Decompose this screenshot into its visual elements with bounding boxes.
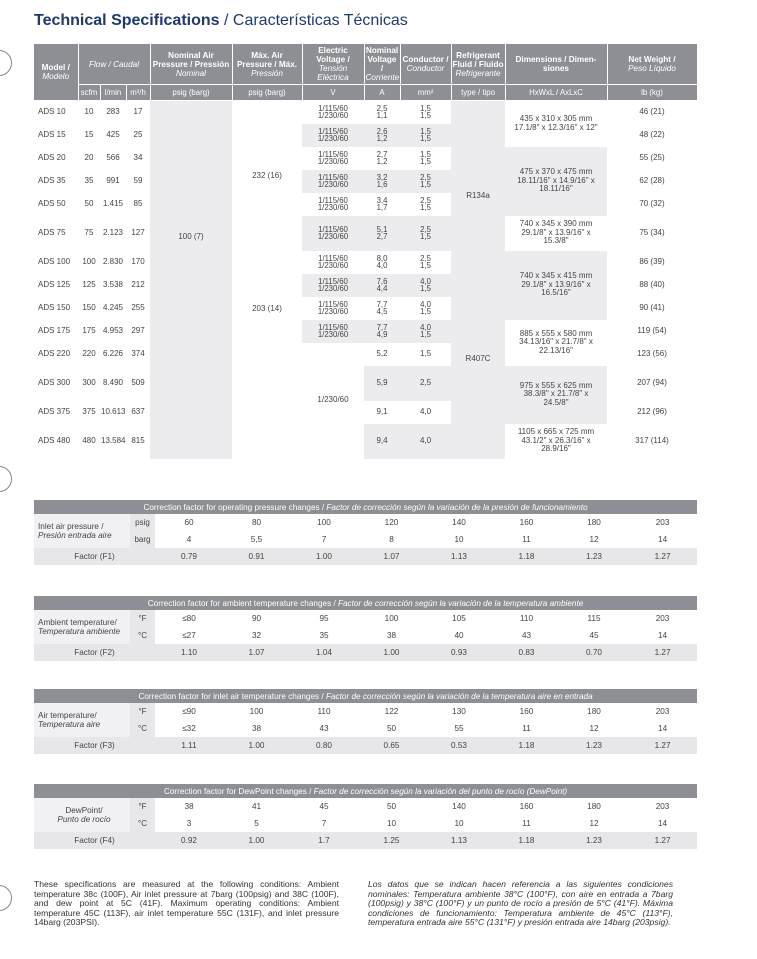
conductor-cell: 4,0 1,5	[420, 299, 431, 316]
weight-cell: 88 (40)	[639, 279, 665, 289]
dimensions-cell: 885 x 555 x 580 mm 34.13/16" x 21.7/8" x 22.13/16"	[519, 328, 593, 355]
hdr-model: Model / Modelo	[34, 44, 78, 101]
dimensions-cell: 975 x 555 x 625 mm 38.3/8" x 21.7/8" x 24.5/8"	[505, 366, 607, 424]
hdr-weight: Net Weight / Peso Líquido	[607, 44, 697, 85]
voltage-cell: 1/115/60 1/230/60	[317, 149, 349, 166]
cf1-factor: 1.18	[493, 548, 560, 565]
voltage-cell: 1/115/60 1/230/60	[317, 253, 349, 270]
lmin-cell: 8.490	[102, 377, 124, 387]
cf3-cell: 203	[655, 707, 670, 716]
model-cell: ADS 100	[38, 256, 71, 266]
amps-cell: 2,6 1,2	[364, 124, 400, 147]
weight-cell: 317 (114)	[635, 435, 669, 445]
conductor-cell: 1,5 1,5	[420, 149, 431, 166]
model-cell: ADS 220	[38, 348, 71, 358]
weight-cell: 90 (41)	[639, 302, 665, 312]
footnote-es: Los datos que se indican hacen referencia a las siguientes condiciones nominales: Temperatura ambiente 38°C (100°F), con aire en entrada a 7barg (100psig) y 38°C (100°F) y un punto de rocío a presión de 5°C (41°F). Máxima condiciones de funcionamiento: Temperatura ambiente de 45°C (113°F), temperatura entrada aire 55°C (131°F) y presión entrada aire 14barg (203psig).	[368, 879, 673, 928]
cf1-cell: 120	[384, 518, 399, 527]
model-cell: ADS 75	[38, 227, 66, 237]
cf3-cell: 50	[386, 724, 397, 733]
binder-hole	[0, 50, 12, 76]
m3h-cell: 59	[133, 175, 143, 185]
cf3-factor: 1.11	[155, 737, 223, 754]
amps-cell: 3,4 1,7	[376, 195, 388, 212]
hdr-nominal-voltage: Nominal Voltage / Corriente	[364, 44, 400, 85]
cf4-cell: 10	[386, 819, 397, 828]
amps-cell: 9,4	[364, 424, 400, 459]
scfm-cell: 20	[84, 152, 94, 162]
correction-table-pressure	[34, 500, 697, 565]
cf4-unit2: °C	[130, 815, 155, 832]
binder-hole	[0, 466, 12, 492]
conductor-cell: 1,5 1,5	[420, 103, 431, 121]
amps-cell: 7,6 4,4	[364, 274, 400, 297]
nominal-pressure-cell: 100 (7)	[150, 101, 232, 343]
amps-cell: 2,5 1,1	[376, 103, 388, 121]
cf1-factor: 1.23	[560, 548, 628, 565]
table-row	[34, 216, 697, 251]
title-es: Características Técnicas	[232, 12, 408, 29]
cf4-label: DewPoint/ Punto de rocío	[34, 798, 130, 832]
scfm-cell: 480	[82, 435, 96, 445]
page-title	[34, 12, 408, 30]
cf4-factor: 1.13	[425, 832, 493, 849]
scfm-cell: 220	[82, 348, 96, 358]
cf3-cell: ≤90	[182, 707, 196, 716]
cf2-cell: 105	[452, 614, 466, 623]
m3h-cell: 212	[131, 279, 145, 289]
weight-cell: 212 (96)	[637, 406, 667, 416]
m3h-cell: 637	[131, 406, 145, 416]
cf1-cell: 8	[389, 535, 394, 544]
cf2-cell: 14	[657, 631, 668, 640]
cf1-cell: 5,5	[250, 535, 263, 544]
footnote-en: These specifications are measured at the following conditions: Ambient temperature 38c (100F), Air inlet pressure at 7barg (100psig) and 38C (100F), and dew point at 5C (41F). Maximum operating conditions: Ambient temperature 45C (113F), air inlet temperature 55C (131F), and inlet pressure 14barg (203PSI).	[34, 879, 339, 928]
cf3-cell: 38	[251, 724, 262, 733]
model-cell: ADS 175	[38, 325, 71, 335]
weight-cell: 86 (39)	[639, 256, 665, 266]
unit-m3h: m³/h	[126, 85, 150, 101]
scfm-cell: 35	[84, 175, 94, 185]
cf2-factor: 1.04	[290, 644, 358, 661]
cf1-cell: 11	[522, 535, 531, 544]
cf4-cell: 203	[655, 802, 670, 811]
max-pressure-cell: 232 (16)	[252, 170, 282, 180]
cf2-cell: 43	[521, 631, 532, 640]
cf2-cell: ≤80	[182, 614, 196, 623]
m3h-cell: 170	[131, 256, 145, 266]
voltage-cell: 1/115/60 1/230/60	[302, 124, 364, 147]
voltage-cell: 1/115/60 1/230/60	[302, 274, 364, 297]
cf2-factor: 1.27	[628, 644, 697, 661]
nominal-pressure-cell	[150, 366, 232, 401]
voltage-cell: 1/230/60	[317, 395, 349, 405]
cf4-cell: 41	[251, 802, 262, 811]
cf3-cell: 122	[384, 707, 399, 716]
cf2-cell: 115	[587, 614, 601, 623]
m3h-cell: 85	[133, 198, 143, 208]
cf3-factor: 0.80	[290, 737, 358, 754]
conductor-cell: 2,5	[400, 366, 451, 401]
lmin-cell: 4.953	[102, 325, 124, 335]
scfm-cell: 175	[82, 325, 96, 335]
conductor-cell: 1,5	[419, 348, 432, 358]
cf4-cell: 140	[452, 802, 466, 811]
cf4-cell: 3	[186, 819, 192, 828]
amps-cell: 5,1 2,7	[364, 216, 400, 251]
scfm-cell: 75	[84, 227, 94, 237]
cf2-factor: 0.83	[493, 644, 560, 661]
cf1-cell: 140	[452, 518, 466, 527]
scfm-cell: 300	[82, 377, 96, 387]
unit-v: V	[302, 85, 364, 101]
lmin-cell: 283	[106, 107, 120, 116]
cf3-unit2: °C	[130, 720, 155, 737]
m3h-cell: 25	[133, 129, 143, 139]
max-pressure-cell: 203 (14)	[252, 304, 282, 314]
title-sep: /	[219, 12, 233, 29]
refrigerant-cell: R134a	[451, 101, 505, 251]
unit-mm2: mm²	[400, 85, 451, 101]
cf1-factor: 0.79	[155, 548, 223, 565]
cf2-unit1: °F	[130, 610, 155, 627]
cf3-cell: 55	[454, 724, 464, 733]
voltage-cell: 1/115/60 1/230/60	[302, 170, 364, 193]
conductor-cell: 4,0 1,5	[400, 274, 451, 297]
voltage-cell: 1/115/60 1/230/60	[317, 299, 349, 316]
voltage-cell: 1/115/60 1/230/60	[317, 195, 349, 212]
title-en: Technical Specifications	[34, 12, 220, 29]
hdr-dimensions: Dimensions / Dimen- siones	[505, 44, 607, 85]
cf2-factor: 0.70	[560, 644, 628, 661]
table-row	[34, 366, 697, 401]
cf3-cell: ≤32	[182, 724, 196, 733]
cf4-cell: 10	[454, 819, 464, 828]
amps-cell: 9,1	[376, 406, 388, 416]
cf1-cell: 80	[251, 518, 262, 527]
model-cell: ADS 50	[38, 198, 66, 208]
unit-max: psig (barg)	[232, 85, 302, 101]
amps-cell: 7,7 4,9	[364, 320, 400, 343]
unit-lmin: l/min	[100, 85, 126, 101]
cf2-cell: 38	[386, 631, 397, 640]
scfm-cell: 150	[82, 302, 96, 312]
binder-hole	[0, 885, 12, 911]
cf4-unit1: °F	[130, 798, 155, 815]
cf3-unit1: °F	[130, 703, 155, 720]
cf2-caption: Correction factor for ambient temperature changes / Factor de corrección según la variación de la temperatura ambiente	[34, 596, 697, 610]
dimensions-cell: 435 x 310 x 305 mm 17.1/8" x 12.3/16" x 12"	[514, 114, 598, 132]
cf3-factor: 0.65	[358, 737, 425, 754]
cf1-label: Inlet air pressure / Presión entrada aire	[34, 514, 130, 548]
cf1-factor: 0.91	[223, 548, 290, 565]
model-cell: ADS 375	[38, 406, 71, 416]
amps-cell: 3,2 1,6	[364, 170, 400, 193]
nominal-pressure-cell	[150, 401, 232, 424]
lmin-cell: 4.245	[102, 302, 124, 312]
cf2-unit2: °C	[130, 627, 155, 644]
cf1-cell: 7	[321, 535, 327, 544]
cf4-factor-label: Factor (F4)	[34, 832, 155, 849]
dimensions-cell: 740 x 345 x 390 mm 29.1/8" x 13.9/16" x 15.3/8"	[519, 219, 593, 246]
amps-cell: 2,7 1,2	[376, 149, 388, 166]
model-cell: ADS 480	[38, 435, 71, 445]
table-row	[34, 101, 697, 124]
lmin-cell: 13.584	[101, 435, 126, 445]
cf4-cell: 45	[319, 802, 329, 811]
cf1-cell: 203	[655, 518, 670, 527]
unit-weight: lb (kg)	[607, 85, 697, 101]
cf4-factor: 0.92	[155, 832, 223, 849]
dimensions-cell: 1105 x 665 x 725 mm 43.1/2" x 26.3/16" x 28.9/16"	[517, 427, 595, 454]
cf1-factor: 1.00	[290, 548, 358, 565]
cf3-cell: 180	[587, 707, 601, 716]
conductor-cell: 4,0	[400, 424, 451, 459]
cf3-cell: 14	[658, 724, 668, 733]
cf4-factor: 1.23	[560, 832, 628, 849]
model-cell: ADS 150	[38, 302, 71, 312]
amps-cell: 7,7 4,5	[376, 299, 388, 316]
cf1-cell: 100	[317, 518, 331, 527]
cf4-cell: 180	[587, 802, 601, 811]
cf2-cell: 110	[519, 614, 534, 623]
scfm-cell: 10	[84, 107, 94, 116]
cf2-cell: 95	[319, 614, 329, 623]
cf3-cell: 110	[317, 707, 331, 716]
cf4-cell: 11	[522, 819, 531, 828]
weight-cell: 55 (25)	[639, 152, 665, 162]
cf4-factor: 1.18	[493, 832, 560, 849]
lmin-cell: 2.123	[102, 227, 124, 237]
cf1-factor-label: Factor (F1)	[34, 548, 155, 565]
model-cell: ADS 20	[38, 152, 66, 162]
weight-cell: 46 (21)	[639, 107, 665, 116]
cf2-factor-label: Factor (F2)	[34, 644, 155, 661]
weight-cell: 75 (34)	[639, 227, 665, 237]
table-row	[34, 320, 697, 343]
cf2-cell: 32	[251, 631, 262, 640]
cf1-factor: 1.27	[628, 548, 697, 565]
hdr-flow: Flow / Caudal	[78, 44, 150, 85]
correction-table-dewpoint	[34, 784, 697, 849]
lmin-cell: 2.830	[102, 256, 124, 266]
cf1-factor: 1.07	[358, 548, 425, 565]
cf3-factor-label: Factor (F3)	[34, 737, 155, 754]
cf2-factor: 1.10	[155, 644, 223, 661]
cf1-cell: 160	[519, 518, 534, 527]
lmin-cell: 10.613	[101, 406, 126, 416]
cf1-cell: 180	[587, 518, 601, 527]
conductor-cell: 4,0 1,5	[400, 320, 451, 343]
model-cell: ADS 35	[38, 175, 66, 185]
m3h-cell: 815	[131, 435, 145, 445]
cf2-cell: 35	[319, 631, 329, 640]
cf3-factor: 0.53	[425, 737, 493, 754]
cf1-cell: 60	[184, 518, 194, 527]
cf1-cell: 10	[454, 535, 464, 544]
conductor-cell: 1,5 1,5	[400, 124, 451, 147]
cf4-cell: 38	[184, 802, 194, 811]
cf3-factor: 1.00	[223, 737, 290, 754]
cf1-cell: 14	[658, 535, 668, 544]
hdr-max-pressure: Máx. Air Pressure / Máx. Pressión	[232, 44, 302, 85]
nominal-pressure-cell	[150, 424, 232, 459]
model-cell: ADS 125	[38, 279, 71, 289]
model-cell: ADS 300	[38, 377, 71, 387]
cf4-cell: 50	[386, 802, 397, 811]
cf1-factor: 1.13	[425, 548, 493, 565]
amps-cell: 5,2	[376, 348, 388, 358]
cf2-factor: 1.00	[358, 644, 425, 661]
cf1-cell: 4	[186, 535, 192, 544]
amps-cell: 5,9	[364, 366, 400, 401]
dimensions-cell: 475 x 370 x 475 mm 18.11/16" x 14.9/16" x 18.11/16"	[505, 147, 607, 216]
lmin-cell: 3.538	[102, 279, 124, 289]
weight-cell: 207 (94)	[637, 377, 667, 387]
cf2-factor: 1.07	[223, 644, 290, 661]
hdr-nominal-pressure: Nominal Air Pressure / Pressión Nominal	[150, 44, 232, 85]
amps-cell: 8,0 4,0	[376, 253, 388, 270]
lmin-cell: 566	[106, 152, 120, 162]
m3h-cell: 127	[131, 227, 145, 237]
weight-cell: 62 (28)	[639, 175, 665, 185]
nominal-pressure-cell	[150, 343, 232, 366]
cf4-cell: 5	[254, 819, 259, 828]
lmin-cell: 6.226	[102, 348, 124, 358]
m3h-cell: 509	[131, 377, 145, 387]
correction-table-ambient	[34, 596, 697, 661]
cf2-cell: 90	[251, 614, 262, 623]
cf3-cell: 43	[319, 724, 329, 733]
hdr-voltage: Electric Voltage / Tensión Eléctrica	[302, 44, 364, 85]
hdr-conductor: Conductor / Conductor	[400, 44, 451, 85]
cf2-cell: 40	[454, 631, 464, 640]
cf3-factor: 1.18	[493, 737, 560, 754]
m3h-cell: 374	[131, 348, 145, 358]
scfm-cell: 15	[84, 129, 94, 139]
lmin-cell: 991	[106, 175, 120, 185]
cf4-cell: 14	[657, 819, 668, 828]
cf2-cell: 100	[384, 614, 399, 623]
cf3-cell: 12	[589, 724, 599, 733]
cf2-cell: 45	[589, 631, 599, 640]
table-row	[34, 147, 697, 170]
cf4-factor: 1.27	[628, 832, 697, 849]
cf3-cell: 160	[519, 707, 534, 716]
weight-cell: 70 (32)	[639, 198, 665, 208]
cf2-label: Ambient temperature/ Temperatura ambiente	[34, 610, 130, 644]
scfm-cell: 375	[82, 406, 96, 416]
weight-cell: 123 (56)	[637, 348, 667, 358]
unit-type: type / tipo	[451, 85, 505, 101]
cf1-caption: Correction factor for operating pressure changes / Factor de corrección según la variación de la presión de funcionamiento	[34, 500, 697, 514]
scfm-cell: 100	[82, 256, 96, 266]
cf1-cell: 12	[589, 535, 599, 544]
cf1-unit2: barg	[130, 531, 155, 548]
lmin-cell: 425	[106, 129, 120, 139]
lmin-cell: 1.415	[102, 198, 124, 208]
cf3-cell: 100	[249, 707, 264, 716]
hdr-refrigerant: Refrigerant Fluid / Fluido Refrigerante	[451, 44, 505, 85]
model-cell: ADS 10	[38, 107, 66, 116]
cf3-caption: Correction factor for inlet air temperature changes / Factor de corrección según la variación de la temperatura aire en entrada	[34, 689, 697, 703]
cf1-unit1: psig	[130, 514, 155, 531]
conductor-cell: 2,5 1,5	[420, 195, 431, 212]
unit-a: A	[364, 85, 400, 101]
voltage-cell: 1/115/60 1/230/60	[302, 216, 364, 251]
conductor-cell: 4,0	[419, 406, 432, 416]
cf2-factor: 0.93	[425, 644, 493, 661]
cf2-cell: ≤27	[182, 631, 196, 640]
scfm-cell: 125	[82, 279, 96, 289]
cf2-cell: 203	[655, 614, 670, 623]
weight-cell: 48 (22)	[639, 129, 665, 139]
cf4-cell: 160	[519, 802, 534, 811]
cf4-factor: 1.00	[223, 832, 290, 849]
m3h-cell: 17	[133, 107, 143, 116]
scfm-cell: 50	[84, 198, 94, 208]
voltage-cell: 1/115/60 1/230/60	[302, 320, 364, 343]
cf3-cell: 11	[522, 724, 531, 733]
cf4-factor: 1.7	[290, 832, 358, 849]
table-row	[34, 424, 697, 459]
m3h-cell: 255	[131, 302, 145, 312]
conductor-cell: 2,5 1,5	[400, 216, 451, 251]
spec-table	[34, 44, 698, 459]
dimensions-cell: 740 x 345 x 415 mm 29.1/8" x 13.9/16" x 16.5/16"	[505, 251, 607, 320]
unit-scfm: scfm	[78, 85, 100, 101]
table-row	[34, 251, 697, 274]
m3h-cell: 297	[131, 325, 145, 335]
correction-table-inlet-temp	[34, 689, 697, 754]
cf3-factor: 1.27	[628, 737, 697, 754]
cf4-caption: Correction factor for DewPoint changes / Factor de corrección según la variación del punto de rocío (DewPoint)	[34, 784, 697, 798]
m3h-cell: 34	[133, 152, 143, 162]
weight-cell: 119 (54)	[637, 325, 667, 335]
cf4-cell: 12	[589, 819, 599, 828]
cf4-cell: 7	[321, 819, 327, 828]
conductor-cell: 2,5 1,5	[400, 170, 451, 193]
unit-dim: HxWxL / AxLxC	[505, 85, 607, 101]
unit-nominal: psig (barg)	[150, 85, 232, 101]
cf3-factor: 1.23	[560, 737, 628, 754]
voltage-cell: 1/115/60 1/230/60	[317, 103, 349, 121]
model-cell: ADS 15	[38, 129, 66, 139]
conductor-cell: 2,5 1,5	[420, 253, 431, 270]
cf3-cell: 130	[452, 707, 466, 716]
cf3-label: Air temperature/ Temperatura aire	[34, 703, 130, 737]
refrigerant-cell: R407C	[451, 251, 505, 459]
cf4-factor: 1.25	[358, 832, 425, 849]
